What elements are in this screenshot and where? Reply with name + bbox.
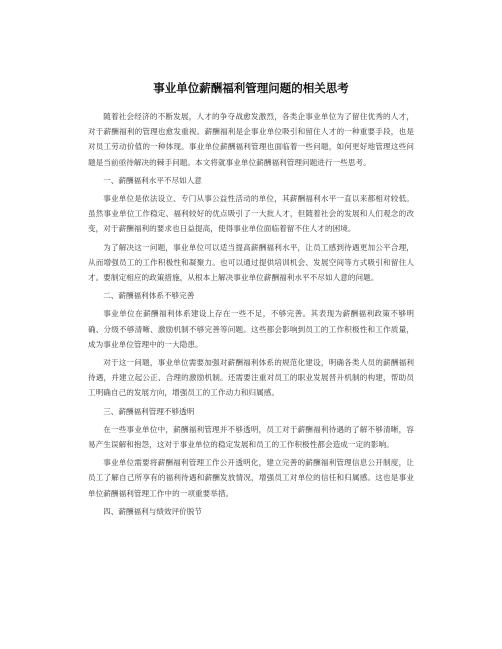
section-2-paragraph-1: 事业单位在薪酬福利体系建设上存在一些不足，不够完善。其表现为薪酬福利政策不够明确、分级不够清晰、激励机制不够完善等问题。这些都会影响到员工的工作积极性和工作质量，成为事业单位管理中的一大隐患。: [88, 309, 414, 349]
section-heading-2: 二、薪酬福利体系不够完善: [103, 291, 195, 301]
document-title: 事业单位薪酬福利管理问题的相关思考: [153, 81, 349, 95]
section-3-paragraph-1: 在一些事业单位中，薪酬福利管理并不够透明，员工对于薪酬福利待遇的了解不够清晰，容易产生误解和抱怨，这对于事业单位的稳定发展和员工的工作积极性都会造成一定的影响。: [88, 424, 414, 450]
section-heading-4: 四、薪酬福利与绩效评价脱节: [103, 506, 202, 516]
section-1-paragraph-2: 为了解决这一问题，事业单位可以适当提高薪酬福利水平，让员工感到待遇更加公平合理，从而增强员工的工作积极性和凝聚力。也可以通过提供培训机会、发展空间等方式吸引和留住人才。要制定相应的政策措施，从根本上解决事业单位薪酬福利水平不尽如人意的问题。: [88, 242, 414, 283]
section-1-paragraph-1: 事业单位是依法设立、专门从事公益性活动的单位，其薪酬福利水平一直以来都相对较低。虽然事业单位工作稳定、福利较好的优点吸引了一大批人才，但随着社会的发展和人们观念的改变，对于薪酬福利的要求也日益提高，使得事业单位面临着留不住人才的困境。: [88, 194, 414, 234]
section-2-paragraph-2: 对于这一问题，事业单位需要加强对薪酬福利体系的规范化建设，明确各类人员的薪酬福利待遇，并建立起公正、合理的激励机制。还需要注重对员工的职业发展晋升机制的构建，帮助员工明确自己的发展方向，增强员工的工作动力和归属感。: [88, 358, 414, 398]
section-heading-1: 一、薪酬福利水平不尽如人意: [103, 175, 202, 185]
section-heading-3: 三、薪酬福利管理不够透明: [103, 406, 195, 416]
intro-paragraph: 随着社会经济的不断发展，人才的争夺战愈发激烈，各类企事业单位为了留住优秀的人才，对于薪酬福利的管理也愈发重视。薪酬福利是企事业单位吸引和留住人才的一种重要手段，也是对员工劳动价值的一种体现。事业单位薪酬福利管理也面临着一些问题，如何更好地管理这些问题是当前亟待解决的棘手问题。本文将就事业单位薪酬福利管理问题进行一些思考。: [88, 112, 414, 167]
section-3-paragraph-2: 事业单位需要将薪酬福利管理工作公开透明化，建立完善的薪酬福利管理信息公开制度，让员工了解自己所享有的福利待遇和薪酬发放情况，增强员工对单位的信任和归属感。这也是事业单位薪酬福利管理工作中的一项重要举措。: [88, 458, 414, 498]
